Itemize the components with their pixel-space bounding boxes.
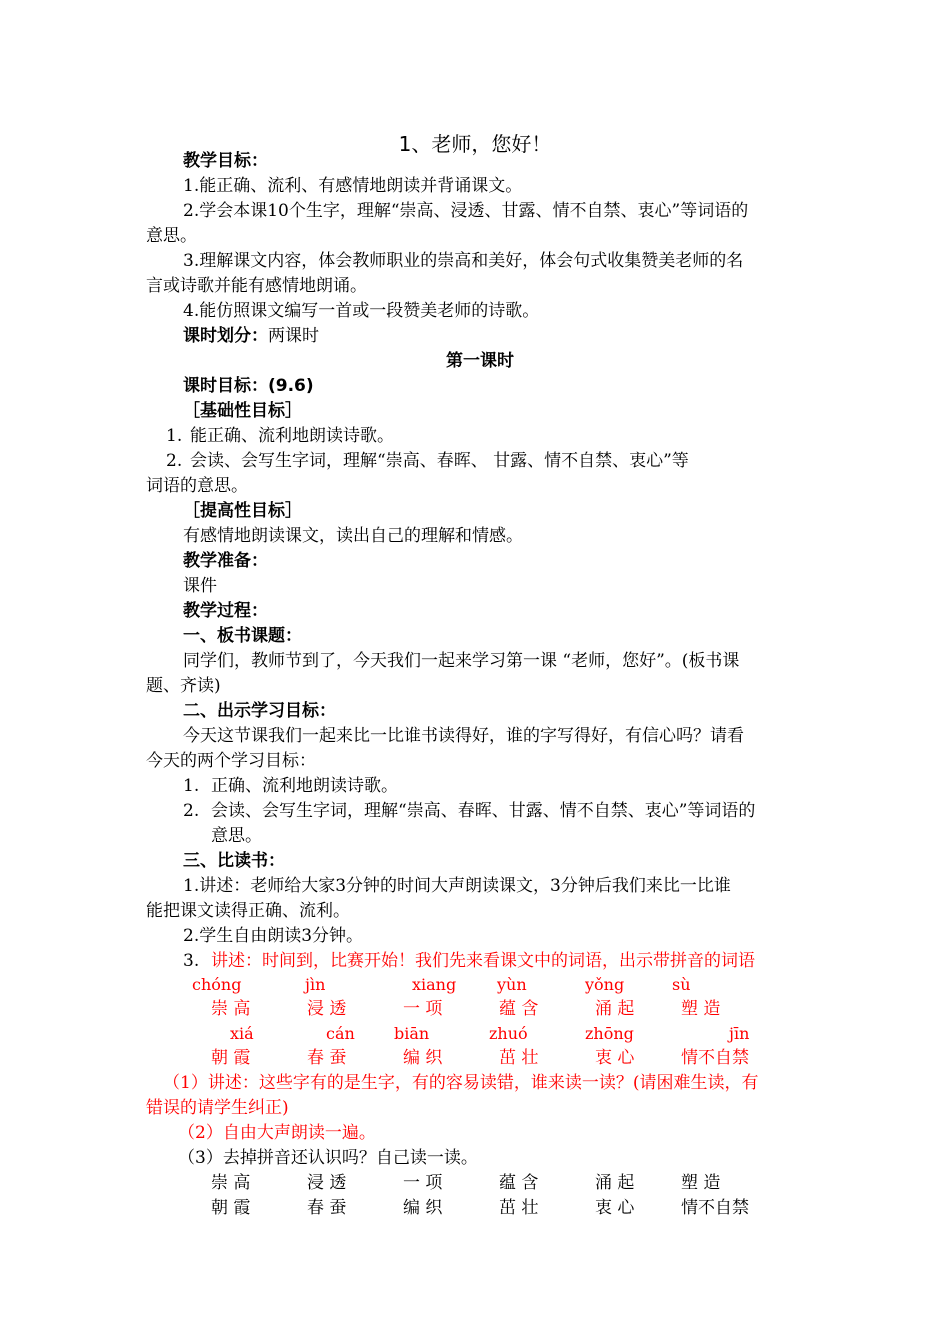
vocab-word-plain: 塑 造 — [681, 1173, 721, 1193]
vocab-word-plain: 编 织 — [403, 1198, 443, 1218]
step3-line: 2.学生自由朗读3分钟。 — [183, 926, 364, 946]
step3-heading: 三、比读书： — [183, 851, 285, 871]
vocab-word: 情不自禁 — [681, 1048, 749, 1068]
step3-sub1-cont: 错误的请学生纠正) — [146, 1098, 289, 1118]
basic-goal-heading: ［基础性目标］ — [183, 401, 302, 421]
step3-line: 1.讲述：老师给大家3分钟的时间大声朗读课文，3分钟后我们来比一比谁 — [183, 876, 731, 896]
goals-heading: 教学目标： — [183, 151, 268, 171]
basic-goal-cont: 词语的意思。 — [146, 476, 248, 496]
vocab-word: 塑 造 — [681, 999, 721, 1019]
vocab-word: 茁 壮 — [499, 1048, 539, 1068]
item-text: 会读、会写生字词，理解“崇高、春晖、甘露、情不自禁、衷心”等词语的 — [211, 801, 756, 821]
vocab-word: 崇 高 — [211, 999, 251, 1019]
advanced-goal-heading: ［提高性目标］ — [183, 501, 302, 521]
step1-heading: 一、板书课题： — [183, 626, 302, 646]
step2-heading: 二、出示学习目标： — [183, 701, 336, 721]
prep-text: 课件 — [183, 576, 217, 596]
pinyin: zhōng — [585, 1024, 634, 1043]
item-number: 3. — [183, 951, 200, 971]
item-text: 能正确、流利地朗读诗歌。 — [190, 426, 394, 446]
step2-item — [183, 774, 851, 798]
pinyin: jīn — [729, 1024, 750, 1043]
schedule-value: 两课时 — [268, 326, 319, 346]
step2-item — [183, 799, 851, 823]
pinyin: jìn — [305, 975, 326, 994]
step2-item-cont: 意思。 — [211, 826, 262, 846]
vocab-word-plain: 蕴 含 — [499, 1173, 539, 1193]
vocab-word-plain: 浸 透 — [307, 1173, 347, 1193]
goal-line: 1.能正确、流利、有感情地朗读并背诵课文。 — [183, 176, 523, 196]
pinyin: yùn — [497, 975, 527, 994]
vocab-word-plain: 情不自禁 — [681, 1198, 749, 1218]
step2-line: 今天这节课我们一起来比一比谁书读得好，谁的字写得好，有信心吗？请看 — [183, 726, 744, 746]
goal-line: 2.学会本课10个生字，理解“崇高、浸透、甘露、情不自禁、衷心”等词语的 — [183, 201, 749, 221]
vocab-word-plain: 崇 高 — [211, 1173, 251, 1193]
item-text: 会读、会写生字词，理解“崇高、春晖、 甘露、情不自禁、衷心”等 — [190, 451, 689, 471]
pinyin: yǒng — [585, 975, 625, 994]
vocab-word-plain: 茁 壮 — [499, 1198, 539, 1218]
item-number: 1. — [183, 776, 200, 796]
vocab-word-plain: 一 项 — [403, 1173, 443, 1193]
vocab-word: 蕴 含 — [499, 999, 539, 1019]
document-title: 1、老师，您好！ — [398, 132, 552, 156]
item-number: 1. — [166, 426, 183, 446]
advanced-goal-text: 有感情地朗读课文，读出自己的理解和情感。 — [183, 526, 523, 546]
pinyin: sù — [672, 975, 691, 994]
step3-line: 能把课文读得正确、流利。 — [146, 901, 350, 921]
step3-sub1: （1）讲述：这些字有的是生字，有的容易读错，谁来读一读？(请困难生读，有 — [163, 1073, 759, 1093]
vocab-word: 涌 起 — [595, 999, 635, 1019]
goal-line: 4.能仿照课文编写一首或一段赞美老师的诗歌。 — [183, 301, 540, 321]
step1-line: 题、齐读) — [146, 676, 221, 696]
vocab-word: 春 蚕 — [307, 1048, 347, 1068]
vocab-word: 浸 透 — [307, 999, 347, 1019]
vocab-word: 衷 心 — [595, 1048, 635, 1068]
vocab-word: 编 织 — [403, 1048, 443, 1068]
pinyin: zhuó — [489, 1024, 528, 1043]
vocab-word-plain: 衷 心 — [595, 1198, 635, 1218]
basic-goal-item — [166, 424, 834, 448]
goal-line: 3.理解课文内容，体会教师职业的崇高和美好，体会句式收集赞美老师的名 — [183, 251, 744, 271]
schedule-label: 课时划分： — [183, 326, 268, 346]
step3-sub3: （3）去掉拼音还认识吗？自己读一读。 — [178, 1148, 478, 1168]
vocab-word: 一 项 — [403, 999, 443, 1019]
step2-line: 今天的两个学习目标： — [146, 751, 316, 771]
item-number: 2. — [183, 801, 200, 821]
step1-line: 同学们，教师节到了，今天我们一起来学习第一课 “老师，您好”。(板书课 — [183, 651, 740, 671]
step3-item3 — [183, 949, 851, 973]
item-text: 讲述：时间到，比赛开始！我们先来看课文中的词语，出示带拼音的词语 — [211, 951, 755, 971]
item-number: 2. — [166, 451, 183, 471]
pinyin: cán — [326, 1024, 355, 1043]
pinyin: xiang — [412, 975, 457, 994]
step3-sub2: （2）自由大声朗读一遍。 — [178, 1123, 376, 1143]
pinyin: biān — [394, 1024, 430, 1043]
lesson-goal-label: 课时目标：(9.6) — [183, 376, 314, 396]
vocab-word-plain: 涌 起 — [595, 1173, 635, 1193]
item-text: 正确、流利地朗读诗歌。 — [211, 776, 398, 796]
schedule-line — [183, 324, 851, 348]
goal-line: 言或诗歌并能有感情地朗诵。 — [146, 276, 367, 296]
pinyin: xiá — [230, 1024, 254, 1043]
vocab-word-plain: 朝 霞 — [211, 1198, 251, 1218]
basic-goal-item — [166, 449, 834, 473]
process-heading: 教学过程： — [183, 601, 268, 621]
prep-heading: 教学准备： — [183, 551, 268, 571]
lesson-heading: 第一课时 — [446, 351, 514, 371]
pinyin: chóng — [192, 975, 242, 994]
vocab-word: 朝 霞 — [211, 1048, 251, 1068]
vocab-word-plain: 春 蚕 — [307, 1198, 347, 1218]
goal-line: 意思。 — [146, 226, 197, 246]
